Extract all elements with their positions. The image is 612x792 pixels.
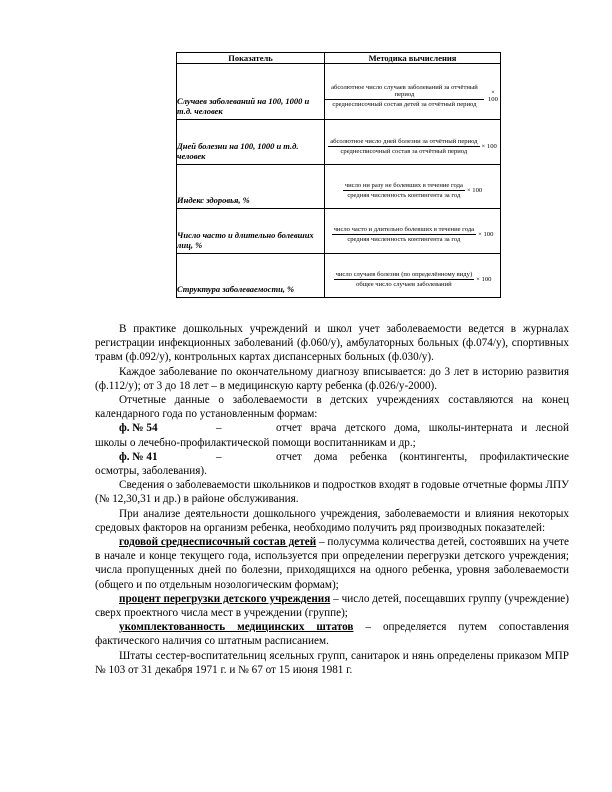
form-41-dash: –	[216, 450, 222, 463]
formula	[328, 138, 497, 155]
paragraph-report-forms: Отчетные данные о заболеваемости в детских учреждениях составляются на конец календарного года по установленным формам:	[95, 394, 569, 421]
table-row	[177, 120, 501, 164]
form-54-description: отчет врача детского дома, школы-интерната и лесной	[276, 422, 569, 435]
formula	[343, 182, 482, 199]
column-header-method: Методика вычисления	[325, 53, 501, 64]
indicator-cell: Структура заболеваемости, %	[177, 253, 325, 297]
formula	[334, 271, 492, 288]
definition-overload-percent: – число детей, посещавших группу (учреждение) сверх проектного числа мест в учреждении (группе);	[95, 592, 569, 620]
table-row	[177, 164, 501, 208]
formula-multiplier: × 100	[478, 231, 494, 239]
paragraph-analysis: При анализе деятельности дошкольного учреждения, заболеваемости и влияния некоторых средовых факторов на организм ребенка, необходимо получить ряд производных показателей:	[95, 507, 569, 534]
formula-multiplier: × 100	[488, 88, 498, 103]
paragraph-annual-average	[95, 535, 569, 592]
form-41-line	[95, 450, 569, 464]
formula-denominator: общее число случаев заболеваний	[356, 280, 452, 288]
formula-numerator: абсолютное число случаев заболеваний за отчётный период	[325, 84, 484, 100]
form-54-line	[95, 421, 569, 435]
table-row	[177, 64, 501, 120]
indicator-cell: Дней болезни на 100, 1000 и т.д. человек	[177, 120, 325, 164]
table-header-row	[177, 53, 501, 64]
form-41-description-continued: осмотры, заболевания).	[95, 465, 207, 478]
body-text	[95, 322, 569, 677]
formula-denominator: среднесписочный состав детей за отчётный период	[332, 100, 477, 108]
formula-cell	[325, 253, 501, 297]
table-row	[177, 209, 501, 253]
formula-multiplier: × 100	[476, 275, 492, 283]
paragraph-journals: В практике дошкольных учреждений и школ учет заболеваемости ведется в журналах регистрации инфекционных заболеваний (ф.060/у), амбулаторных больных (ф.074/у), спортивных травм (ф.092/у), контрольных картах диспансерных больных (ф.030/у).	[95, 323, 569, 364]
form-41-label: ф. № 41	[119, 450, 158, 463]
form-54-label: ф. № 54	[119, 422, 158, 435]
column-header-indicator: Показатель	[177, 53, 325, 64]
definition-annual-average: – полусумма количества детей, состоявших на учете в начале и конце текущего года, используется при определении перегрузки детского учреждения; числа пропущенных дней по болезни, приходящихся на одного ребенка, уровня заболеваемости (общего и по отдельным нозологическим формам);	[95, 536, 569, 591]
formula-multiplier: × 100	[466, 186, 483, 194]
formula-denominator: средняя численность контингента за год	[347, 191, 461, 199]
paragraph-diagnosis: Каждое заболевание по окончательному диагнозу вписывается: до 3 лет в историю развития (ф.112/у); от 3 до 18 лет – в медицинскую карту ребенка (ф.026/у-2000).	[95, 365, 569, 392]
form-54-description-continued: школы о лечебно-профилактической помощи воспитанникам и др.;	[95, 436, 416, 449]
term-annual-average: годовой среднесписочный состав детей	[119, 536, 317, 549]
formula	[332, 226, 494, 243]
paragraph-staffing	[95, 620, 569, 648]
formula	[325, 84, 500, 108]
form-54-dash: –	[216, 422, 222, 435]
formula-numerator: абсолютное число дней болезни за отчётный период	[330, 137, 478, 145]
paragraph-staff-orders: Штаты сестер-воспитательниц ясельных групп, санитарок и нянь определены приказом МПР № 103 от 31 декабря 1971 г. и № 67 от 15 июня 1981 г.	[95, 649, 569, 676]
formula-numerator: число ни разу не болевших в течение года	[344, 181, 463, 189]
formula-cell	[325, 164, 501, 208]
paragraph-overload	[95, 592, 569, 620]
paragraph-school-reports: Сведения о заболеваемости школьников и подростков входят в годовые отчетные формы ЛПУ (№ 12,30,31 и др.) в районе обслуживания.	[95, 479, 569, 506]
indicator-cell: Индекс здоровья, %	[177, 164, 325, 208]
formula-numerator: число часто и длительно болевших в течение года	[333, 226, 475, 234]
form-41-description: отчет дома ребенка (контингенты, профилактические	[276, 450, 569, 463]
formula-denominator: средняя численность контингента за год	[347, 236, 461, 244]
table-row	[177, 253, 501, 297]
formula-cell	[325, 120, 501, 164]
formula-cell	[325, 64, 501, 120]
indicator-cell: Случаев заболеваний на 100, 1000 и т.д. человек	[177, 64, 325, 120]
formula-multiplier: × 100	[481, 142, 497, 150]
term-staffing: укомплектованность медицинских штатов	[119, 621, 354, 634]
formula-numerator: число случаев болезни (по определённому виду)	[335, 270, 473, 278]
indicator-cell: Число часто и длительно болевших лиц, %	[177, 209, 325, 253]
term-overload-percent: процент перегрузки детского учреждения	[119, 592, 331, 605]
formula-denominator: среднесписочный состав за отчётный период	[340, 147, 468, 155]
definition-staffing: – определяется путем сопоставления фактического наличия со штатным расписанием.	[95, 621, 569, 648]
methods-table	[176, 52, 501, 298]
formula-cell	[325, 209, 501, 253]
